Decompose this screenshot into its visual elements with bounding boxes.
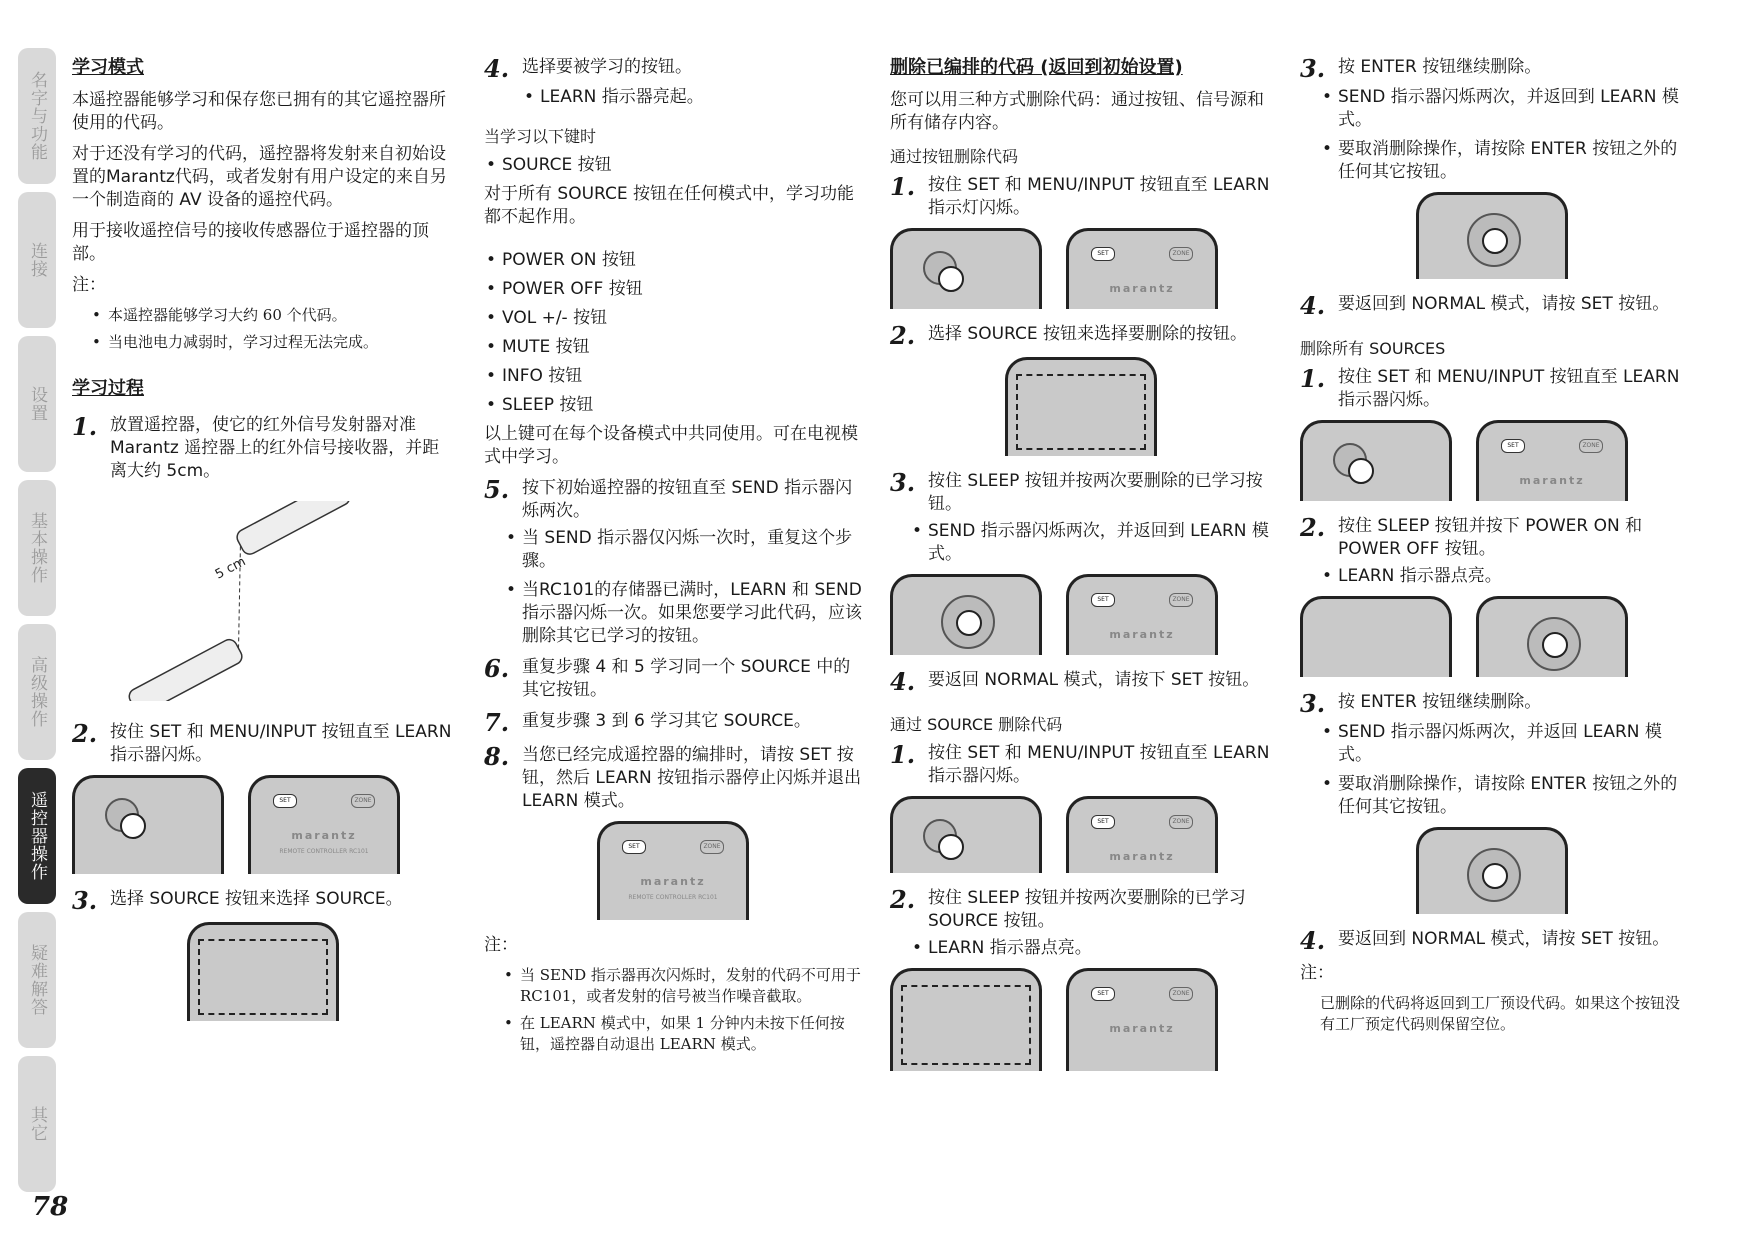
- figure-row: [890, 574, 1272, 655]
- tab-names-functions[interactable]: 名字与功能: [18, 48, 56, 184]
- step-number: 1.: [1300, 364, 1326, 393]
- step-text: 按住 SET 和 MENU/INPUT 按钮直至 LEARN 指示灯闪烁。: [928, 175, 1270, 218]
- list-item: • MUTE 按钮: [484, 336, 862, 359]
- step-bullet: • SEND 指示器闪烁两次，并返回到 LEARN 模式。: [1320, 86, 1684, 132]
- remote-figure-set: SET ZONE marantz: [1066, 796, 1218, 873]
- step-text: 按 ENTER 按钮继续删除。: [1338, 57, 1542, 77]
- delete-intro: 您可以用三种方式删除代码：通过按钮、信号源和所有储存内容。: [890, 90, 1264, 133]
- step-bullet: • 当 SEND 指示器仅闪烁一次时，重复这个步骤。: [504, 527, 862, 573]
- step-text: 按住 SET 和 MENU/INPUT 按钮直至 LEARN 指示器闪烁。: [110, 722, 452, 765]
- step-number: 1.: [890, 740, 916, 769]
- step-1: [890, 742, 1272, 788]
- list-item: • INFO 按钮: [484, 365, 862, 388]
- step-text: 按住 SET 和 MENU/INPUT 按钮直至 LEARN 指示器闪烁。: [928, 743, 1270, 786]
- sidebar-tabs: [18, 48, 58, 1200]
- step-text: 选择 SOURCE 按钮来选择要删除的按钮。: [928, 324, 1247, 344]
- step-4: [1300, 293, 1684, 319]
- tab-advanced-operation[interactable]: 高级操作: [18, 624, 56, 760]
- figure-row: [890, 796, 1272, 873]
- step-text: 要返回 NORMAL 模式，请按下 SET 按钮。: [928, 670, 1260, 690]
- step-number: 2.: [890, 885, 916, 914]
- remote-figure-source-grid: [187, 922, 339, 1021]
- step-number: 3.: [1300, 54, 1326, 83]
- step-number: 3.: [890, 468, 916, 497]
- step-number: 1.: [72, 412, 98, 441]
- remote-figure-set: SET ZONE marantz: [1066, 968, 1218, 1071]
- section-heading-learn-mode: 学习模式: [72, 57, 144, 78]
- column-3: [890, 56, 1272, 1085]
- note-item: • 本遥控器能够学习大约 60 个代码。: [90, 305, 454, 326]
- source-note: 对于所有 SOURCE 按钮在任何模式中，学习功能都不起作用。: [484, 184, 854, 227]
- step-number: 2.: [72, 719, 98, 748]
- list-item: • POWER OFF 按钮: [484, 278, 862, 301]
- note-label: 注：: [72, 275, 106, 295]
- step-number: 5.: [484, 475, 510, 504]
- step-text: 按住 SET 和 MENU/INPUT 按钮直至 LEARN 指示器闪烁。: [1338, 367, 1680, 410]
- step-4: [1300, 928, 1684, 954]
- step-text: 重复步骤 4 和 5 学习同一个 SOURCE 中的其它按钮。: [522, 657, 851, 700]
- step-text: 按住 SLEEP 按钮并按两次要删除的已学习 SOURCE 按钮。: [928, 888, 1246, 931]
- remote-figure-menu-input: [72, 775, 224, 874]
- tab-remote-operation[interactable]: 遥控器操作: [18, 768, 56, 904]
- step-bullet: • 当RC101的存储器已满时，LEARN 和 SEND 指示器闪烁一次。如果您要学习此代码，应该删除其它已学习的按钮。: [504, 579, 862, 648]
- step-text: 选择 SOURCE 按钮来选择 SOURCE。: [110, 889, 403, 909]
- remote-figure-power: [1300, 596, 1452, 677]
- figure-row: [72, 775, 454, 874]
- remote-figure-menu-input: [890, 228, 1042, 309]
- note-item: • 当 SEND 指示器再次闪烁时，发射的代码不可用于 RC101，或者发射的信号被当作噪音截取。: [502, 965, 862, 1007]
- list-item: • VOL +/- 按钮: [484, 307, 862, 330]
- step-number: 1.: [890, 172, 916, 201]
- step-7: [484, 710, 862, 736]
- step-text: 要返回到 NORMAL 模式，请按 SET 按钮。: [1338, 929, 1670, 949]
- step-text: 选择要被学习的按钮。: [522, 57, 692, 77]
- intro-text-2: 对于还没有学习的代码，遥控器将发射来自初始设置的Marantz代码，或者发射有用户设定的来自另一个制造商的 AV 设备的遥控代码。: [72, 144, 447, 210]
- step-number: 3.: [1300, 689, 1326, 718]
- step-3: [890, 470, 1272, 516]
- remote-alignment-illustration: [86, 501, 386, 701]
- step-2: [890, 323, 1272, 349]
- step-bullet: • LEARN 指示器亮起。: [522, 86, 862, 109]
- figure-row: [1300, 827, 1684, 914]
- step-bullet: • LEARN 指示器点亮。: [910, 937, 1272, 960]
- section-heading-delete: 删除已编排的代码 (返回到初始设置): [890, 57, 1183, 78]
- step-text: 按下初始遥控器的按钮直至 SEND 指示器闪烁两次。: [522, 478, 853, 521]
- step-6: [484, 656, 862, 702]
- step-number: 6.: [484, 654, 510, 683]
- step-number: 8.: [484, 742, 510, 771]
- sub-heading: 当学习以下键时: [484, 127, 597, 146]
- step-4: [890, 669, 1272, 695]
- column-1: [72, 56, 454, 1035]
- distance-label: 5 cm: [212, 554, 249, 583]
- remote-figure-set: SET ZONE marantz REMOTE CONTROLLER RC101: [248, 775, 400, 874]
- step-number: 4.: [1300, 926, 1326, 955]
- step-text: 按住 SLEEP 按钮并按两次要删除的已学习按钮。: [928, 471, 1263, 514]
- step-number: 3.: [72, 886, 98, 915]
- remote-figure-sleep: [890, 574, 1042, 655]
- step-number: 4.: [1300, 291, 1326, 320]
- step-number: 4.: [890, 667, 916, 696]
- tab-setup[interactable]: 设置: [18, 336, 56, 472]
- intro-text-1: 本遥控器能够学习和保存您已拥有的其它遥控器所使用的代码。: [72, 90, 446, 133]
- tab-connection[interactable]: 连接: [18, 192, 56, 328]
- step-bullet: • LEARN 指示器点亮。: [1320, 565, 1684, 588]
- step-3: [1300, 56, 1684, 82]
- figure-row: [1300, 420, 1684, 501]
- remote-figure-menu-input: [1300, 420, 1452, 501]
- step-2: [890, 887, 1272, 933]
- step-bullet: • SEND 指示器闪烁两次，并返回到 LEARN 模式。: [910, 520, 1272, 566]
- remote-figure-source-grid: [890, 968, 1042, 1071]
- intro-text-3: 用于接收遥控信号的接收传感器位于遥控器的顶部。: [72, 221, 429, 264]
- step-4: [484, 56, 862, 82]
- remote-figure-menu-input: [890, 796, 1042, 873]
- list-item: • SOURCE 按钮: [484, 154, 862, 177]
- step-bullet: • 要取消删除操作，请按除 ENTER 按钮之外的任何其它按钮。: [1320, 138, 1684, 184]
- step-number: 4.: [484, 54, 510, 83]
- note-text: 已删除的代码将返回到工厂预设代码。如果这个按钮没有工厂预定代码则保留空位。: [1320, 994, 1681, 1033]
- step-text: 按住 SLEEP 按钮并按下 POWER ON 和 POWER OFF 按钮。: [1338, 516, 1643, 559]
- sub-heading: 通过按钮删除代码: [890, 147, 1019, 166]
- section-heading-learn-process: 学习过程: [72, 378, 144, 399]
- note-label: 注：: [1300, 963, 1334, 983]
- keys-note: 以上键可在每个设备模式中共同使用。可在电视模式中学习。: [484, 424, 858, 467]
- column-2: [484, 56, 862, 1061]
- figure-row: [72, 922, 454, 1021]
- remote-figure-set: SET ZONE marantz: [1476, 420, 1628, 501]
- step-3: [1300, 691, 1684, 717]
- remote-figure-enter: [1416, 827, 1568, 914]
- figure-row: [890, 228, 1272, 309]
- tab-basic-operation[interactable]: 基本操作: [18, 480, 56, 616]
- list-item: • POWER ON 按钮: [484, 249, 862, 272]
- step-1: [890, 174, 1272, 220]
- remote-figure-source-grid: [1005, 357, 1157, 456]
- step-3: [72, 888, 454, 914]
- step-2: [72, 721, 454, 767]
- sub-heading: 删除所有 SOURCES: [1300, 339, 1446, 358]
- note-item: • 当电池电力减弱时，学习过程无法完成。: [90, 332, 454, 353]
- step-text: 要返回到 NORMAL 模式，请按 SET 按钮。: [1338, 294, 1670, 314]
- step-number: 2.: [890, 321, 916, 350]
- note-label: 注：: [484, 935, 518, 955]
- figure-row: [484, 821, 862, 920]
- step-text: 放置遥控器，使它的红外信号发射器对准 Marantz 遥控器上的红外信号接收器，并距离大约 5cm。: [110, 415, 440, 481]
- figure-row: [890, 968, 1272, 1071]
- figure-row: [890, 357, 1272, 456]
- list-item: • SLEEP 按钮: [484, 394, 862, 417]
- figure-row: [1300, 192, 1684, 279]
- remote-figure-set: SET ZONE marantz: [1066, 228, 1218, 309]
- step-1: [72, 414, 454, 483]
- step-5: [484, 477, 862, 523]
- step-number: 7.: [484, 708, 510, 737]
- figure-row: [1300, 596, 1684, 677]
- step-bullet: • SEND 指示器闪烁两次，并返回 LEARN 模式。: [1320, 721, 1684, 767]
- column-4: [1300, 56, 1684, 1035]
- sub-heading: 通过 SOURCE 删除代码: [890, 715, 1063, 734]
- note-item: • 在 LEARN 模式中，如果 1 分钟内未按下任何按钮，遥控器自动退出 LEARN 模式。: [502, 1013, 862, 1055]
- remote-figure-set: SET ZONE marantz: [1066, 574, 1218, 655]
- step-text: 重复步骤 3 到 6 学习其它 SOURCE。: [522, 711, 811, 731]
- step-text: 当您已经完成遥控器的编排时，请按 SET 按钮，然后 LEARN 按钮指示器停止闪烁并退出 LEARN 模式。: [522, 745, 862, 811]
- step-1: [1300, 366, 1684, 412]
- remote-figure-set: SET ZONE marantz REMOTE CONTROLLER RC101: [597, 821, 749, 920]
- step-bullet: • 要取消删除操作，请按除 ENTER 按钮之外的任何其它按钮。: [1320, 773, 1684, 819]
- tab-other[interactable]: 其它: [18, 1056, 56, 1192]
- step-text: 按 ENTER 按钮继续删除。: [1338, 692, 1542, 712]
- step-2: [1300, 515, 1684, 561]
- tab-troubleshooting[interactable]: 疑难解答: [18, 912, 56, 1048]
- remote-figure-enter: [1416, 192, 1568, 279]
- page-number: 78: [32, 1192, 69, 1222]
- remote-figure-sleep: [1476, 596, 1628, 677]
- step-8: [484, 744, 862, 813]
- step-number: 2.: [1300, 513, 1326, 542]
